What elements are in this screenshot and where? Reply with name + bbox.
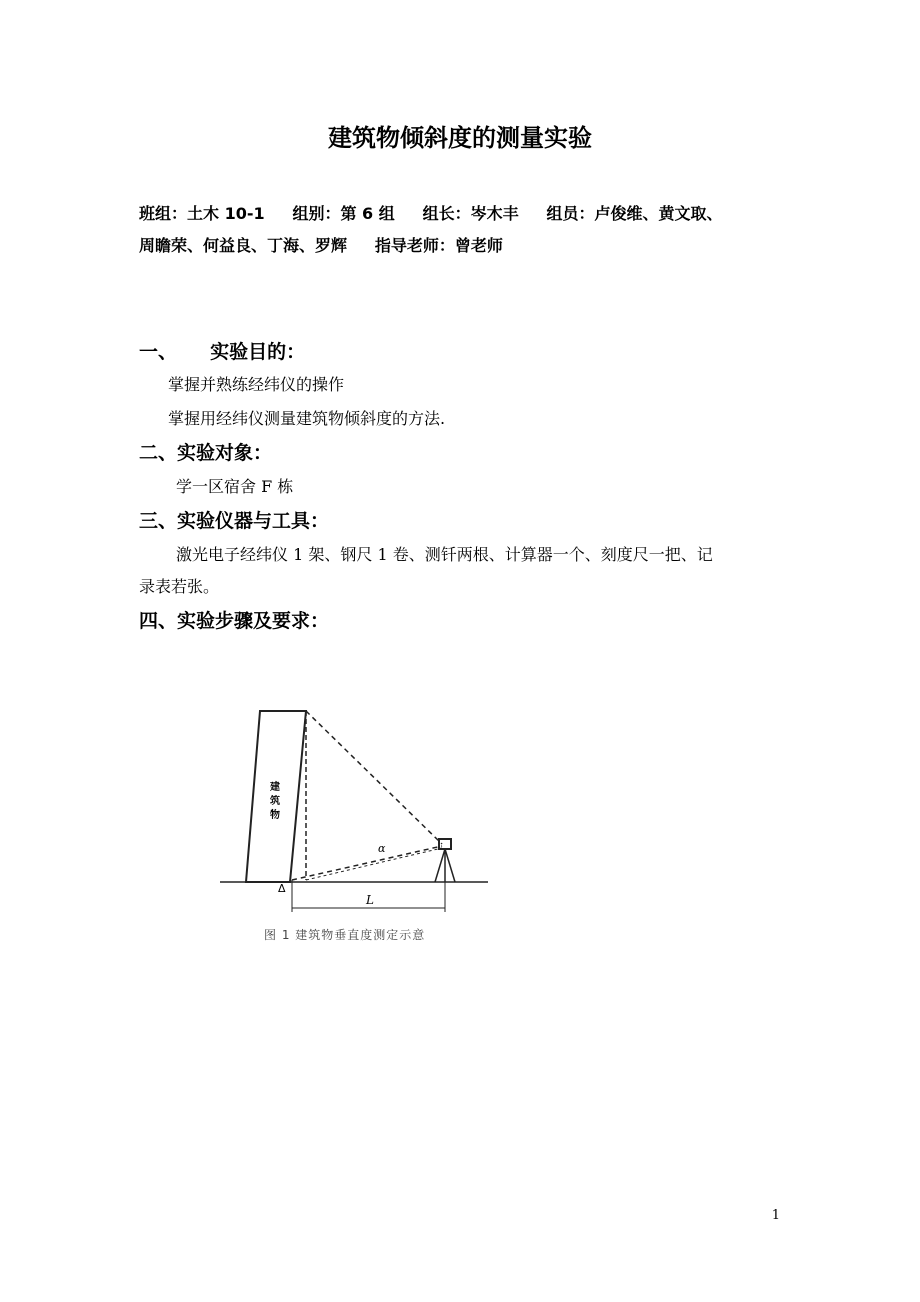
- group-info-line-2: 周瞻荣、何益良、丁海、罗辉 指导老师：曾老师: [139, 236, 503, 255]
- section-3-heading: 三、实验仪器与工具：: [139, 510, 330, 532]
- page-number: 1: [771, 1208, 780, 1223]
- theodolite-body: [439, 839, 451, 849]
- building-label-char-2: 筑: [270, 796, 280, 807]
- figure-caption: 图 1 建筑物垂直度测定示意: [264, 928, 426, 942]
- tripod-leg: [445, 849, 455, 882]
- section-4-heading: 四、实验步骤及要求：: [139, 610, 330, 632]
- section-1-item: 掌握并熟练经纬仪的操作: [168, 375, 345, 394]
- building-label: [269, 780, 283, 821]
- section-3-text-line-2: 录表若张。: [139, 577, 220, 596]
- distance-label: L: [366, 893, 374, 907]
- section-2-text: 学一区宿舍 F 栋: [176, 477, 294, 496]
- delta-label: Δ: [278, 882, 286, 895]
- section-3-text-line-1: 激光电子经纬仪 1 架、钢尺 1 卷、测钎两根、计算器一个、刻度尺一把、记: [176, 545, 713, 564]
- section-2-heading: 二、实验对象：: [139, 442, 273, 464]
- group-info-line-1: 班组：土木 10-1 组别：第 6 组 组长：岑木丰 组员：卢俊维、黄文取、: [139, 204, 723, 223]
- page-title: 建筑物倾斜度的测量实验: [328, 124, 592, 152]
- tripod-leg: [435, 849, 445, 882]
- section-1-item: 掌握用经纬仪测量建筑物倾斜度的方法.: [168, 409, 446, 428]
- sight-line-base: [306, 848, 442, 880]
- building-verticality-figure: [220, 668, 490, 958]
- sight-line-bottom: [292, 846, 442, 880]
- section-1-heading: 一、 实验目的：: [139, 341, 306, 363]
- building-label-char-3: 物: [270, 810, 280, 821]
- sight-line-top: [306, 711, 442, 844]
- building-label-char-1: 建: [270, 782, 280, 793]
- group-info: [139, 198, 799, 262]
- alpha-label: α: [378, 842, 386, 855]
